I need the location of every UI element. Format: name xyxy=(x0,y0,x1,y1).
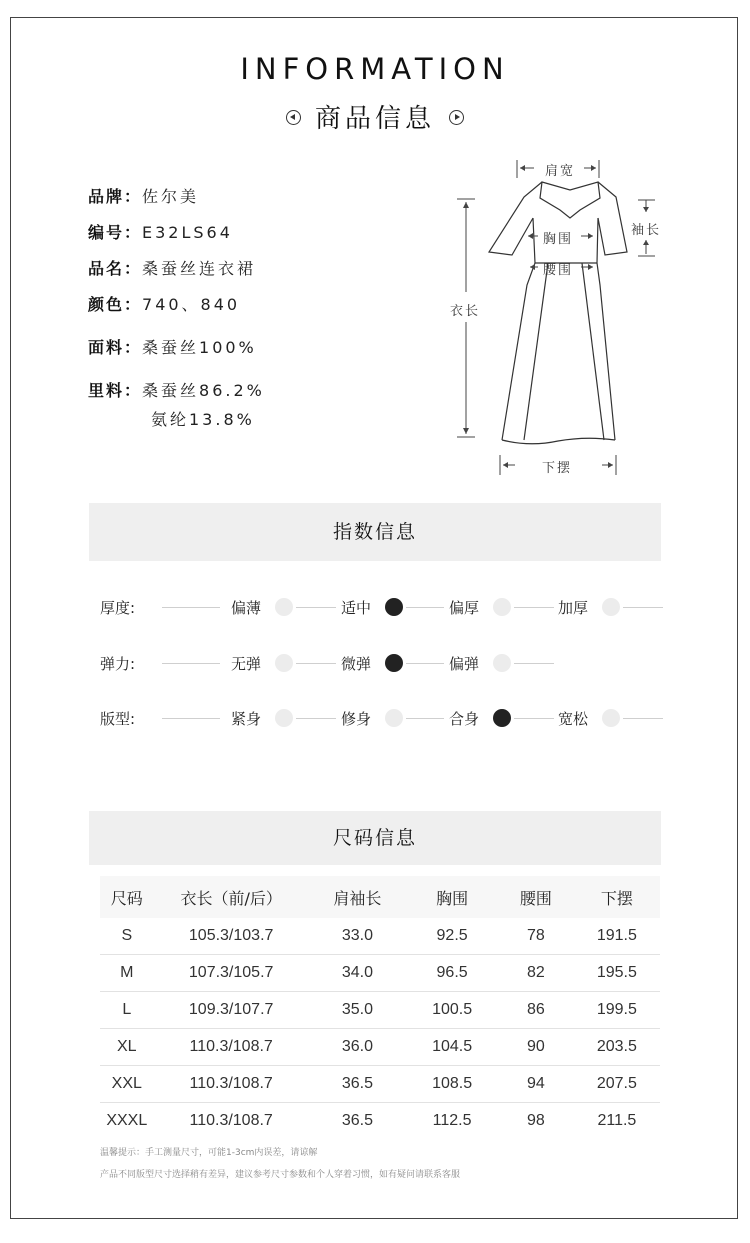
table-cell: 191.5 xyxy=(574,918,660,955)
label-length: 衣长 xyxy=(450,304,481,319)
table-cell: 96.5 xyxy=(406,955,498,992)
thickness-option-extra-thick: 加厚 xyxy=(558,599,589,617)
table-cell: L xyxy=(100,992,154,1029)
thickness-dot-thin xyxy=(275,598,293,616)
thickness-option-thick: 偏厚 xyxy=(449,599,480,617)
title-chinese xyxy=(0,98,750,135)
elasticity-label: 弹力: xyxy=(100,655,136,673)
spec-code xyxy=(88,220,233,243)
spec-lining-label: 里料： xyxy=(88,381,143,400)
elasticity-dot-none xyxy=(275,654,293,672)
table-cell: 82 xyxy=(498,955,574,992)
size-section-header: 尺码信息 xyxy=(89,811,661,865)
spec-name xyxy=(88,256,256,279)
table-cell: 107.3/105.7 xyxy=(154,955,309,992)
fit-option-tight: 紧身 xyxy=(231,710,262,728)
elasticity-dot-stretchy xyxy=(493,654,511,672)
table-row xyxy=(100,1029,660,1066)
table-row xyxy=(100,1103,660,1140)
table-cell: XL xyxy=(100,1029,154,1066)
spec-fabric xyxy=(88,335,257,358)
table-cell: 92.5 xyxy=(406,918,498,955)
table-cell: 78 xyxy=(498,918,574,955)
elasticity-option-slight: 微弹 xyxy=(341,655,372,673)
label-waist: 腰围 xyxy=(543,263,574,278)
table-row xyxy=(100,955,660,992)
title-english: INFORMATION xyxy=(240,52,510,86)
spec-color-value: 740、840 xyxy=(142,295,241,314)
fit-option-slim: 修身 xyxy=(341,710,372,728)
table-cell: XXL xyxy=(100,1066,154,1103)
table-cell: 199.5 xyxy=(574,992,660,1029)
index-row-fit xyxy=(0,708,750,730)
table-cell: 108.5 xyxy=(406,1066,498,1103)
thickness-label: 厚度: xyxy=(100,599,136,617)
table-cell: 104.5 xyxy=(406,1029,498,1066)
size-header-waist: 腰围 xyxy=(498,876,574,918)
hem-curve xyxy=(502,438,615,444)
thickness-dot-extra-thick xyxy=(602,598,620,616)
fit-dot-loose xyxy=(602,709,620,727)
spec-color xyxy=(88,292,240,315)
thickness-dot-thick xyxy=(493,598,511,616)
panel-line-left xyxy=(524,263,548,440)
thickness-option-thin: 偏薄 xyxy=(231,599,262,617)
table-cell: 36.5 xyxy=(341,1112,373,1129)
size-header-chest: 胸围 xyxy=(406,876,498,918)
spec-brand xyxy=(88,184,199,207)
spec-name-label: 品名： xyxy=(88,259,143,278)
table-cell: XXXL xyxy=(106,1112,148,1129)
table-cell: 33.0 xyxy=(309,918,406,955)
elasticity-dot-slight-selected xyxy=(385,654,403,672)
spec-lining-value: 桑蚕丝86.2% xyxy=(142,381,265,400)
spec-brand-value: 佐尔美 xyxy=(142,187,200,206)
table-cell: S xyxy=(100,918,154,955)
spec-name-value: 桑蚕丝连衣裙 xyxy=(142,259,257,278)
table-cell: 90 xyxy=(498,1029,574,1066)
spec-code-label: 编号： xyxy=(88,223,143,242)
spec-code-value: E32LS64 xyxy=(142,223,233,242)
elasticity-option-none: 无弹 xyxy=(231,655,262,673)
size-table-header-row xyxy=(100,876,660,918)
table-row xyxy=(100,1066,660,1103)
label-shoulder: 肩宽 xyxy=(545,164,576,179)
table-cell: 207.5 xyxy=(574,1066,660,1103)
table-cell: 203.5 xyxy=(574,1029,660,1066)
circle-left-arrow-icon xyxy=(286,110,301,125)
table-cell: 211.5 xyxy=(597,1112,637,1129)
label-sleeve: 袖长 xyxy=(631,223,662,238)
fit-dot-tight xyxy=(275,709,293,727)
table-cell: 195.5 xyxy=(574,955,660,992)
table-cell: M xyxy=(100,955,154,992)
spec-lining-value2: 氨纶13.8% xyxy=(151,410,255,429)
size-header-length: 衣长（前/后） xyxy=(154,876,309,918)
left-side xyxy=(502,218,535,440)
table-cell: 35.0 xyxy=(309,992,406,1029)
spec-lining xyxy=(88,378,265,430)
dress-diagram xyxy=(440,150,670,490)
table-cell: 112.5 xyxy=(432,1112,472,1129)
note-measurement-tip: 温馨提示：手工测量尺寸，可能1-3cm内误差，请谅解 xyxy=(100,1148,318,1158)
table-cell: 94 xyxy=(498,1066,574,1103)
table-cell: 100.5 xyxy=(406,992,498,1029)
size-table xyxy=(100,876,660,1139)
table-cell: 109.3/107.7 xyxy=(154,992,309,1029)
table-cell: 86 xyxy=(498,992,574,1029)
spec-color-label: 颜色： xyxy=(88,295,143,314)
spec-fabric-value: 桑蚕丝100% xyxy=(142,338,257,357)
table-cell: 34.0 xyxy=(309,955,406,992)
index-row-elasticity xyxy=(0,653,750,675)
thickness-dot-medium-selected xyxy=(385,598,403,616)
table-cell: 105.3/103.7 xyxy=(154,918,309,955)
table-cell: 98 xyxy=(527,1112,545,1129)
fit-option-loose: 宽松 xyxy=(558,710,589,728)
fit-dot-slim xyxy=(385,709,403,727)
size-header-shoulder-sleeve: 肩袖长 xyxy=(309,876,406,918)
index-row-thickness xyxy=(0,597,750,619)
fit-dot-regular-selected xyxy=(493,709,511,727)
right-sleeve xyxy=(598,182,627,255)
elasticity-option-stretchy: 偏弹 xyxy=(449,655,480,673)
title-chinese-text: 商品信息 xyxy=(314,104,435,134)
table-cell: 36.5 xyxy=(309,1066,406,1103)
label-hem: 下摆 xyxy=(542,461,573,476)
label-chest: 胸围 xyxy=(543,232,574,247)
spec-brand-label: 品牌： xyxy=(88,187,143,206)
table-cell: 110.3/108.7 xyxy=(189,1112,273,1129)
thickness-option-medium: 适中 xyxy=(341,599,372,617)
fit-option-regular: 合身 xyxy=(449,710,480,728)
size-header-hem: 下摆 xyxy=(574,876,660,918)
table-cell: 110.3/108.7 xyxy=(154,1066,309,1103)
table-row xyxy=(100,992,660,1029)
spec-fabric-label: 面料： xyxy=(88,338,143,357)
size-header-size: 尺码 xyxy=(100,876,154,918)
collar-shape xyxy=(540,182,600,218)
table-row xyxy=(100,918,660,955)
fit-label: 版型: xyxy=(100,710,136,728)
note-size-advice: 产品不同版型尺寸选择稍有差异，建议参考尺寸参数和个人穿着习惯，如有疑问请联系客服 xyxy=(100,1170,461,1180)
table-cell: 36.0 xyxy=(309,1029,406,1066)
table-cell: 110.3/108.7 xyxy=(154,1029,309,1066)
index-section-header: 指数信息 xyxy=(89,503,661,561)
circle-right-arrow-icon xyxy=(449,110,464,125)
